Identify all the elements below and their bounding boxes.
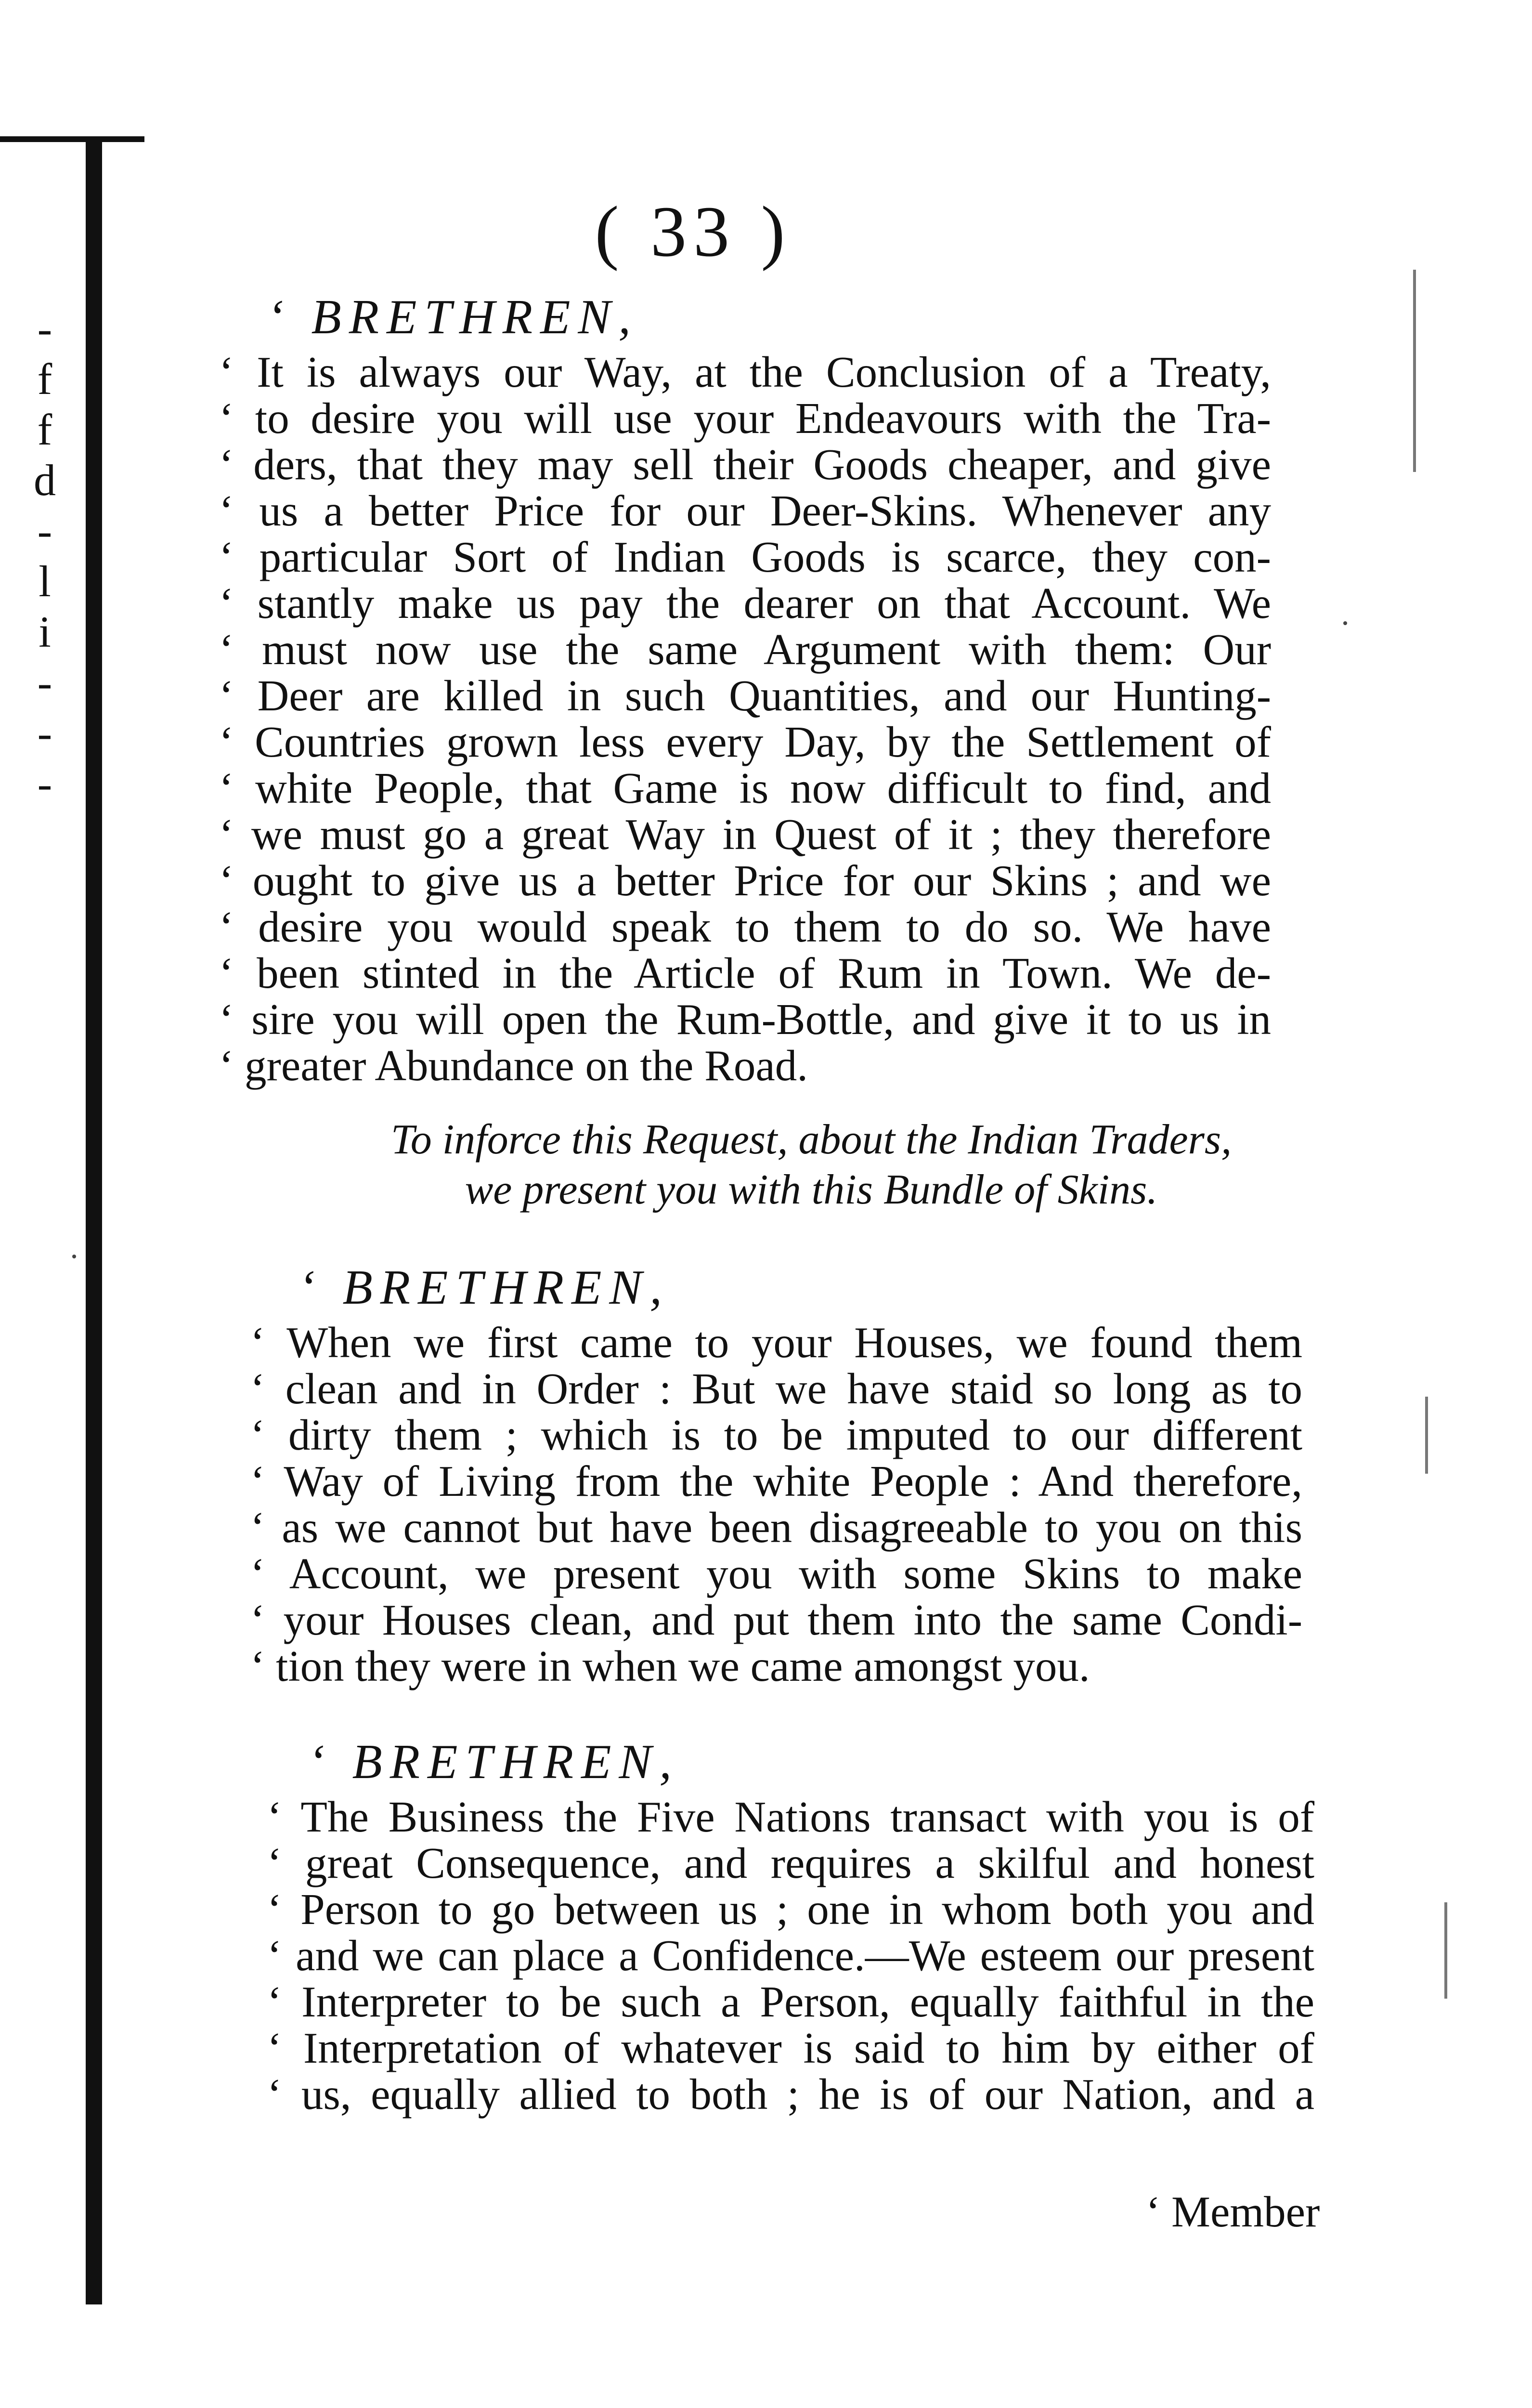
gutter-letter: f: [37, 405, 52, 454]
ink-speck: [1343, 621, 1347, 625]
text-line: ‘ us a better Price for our Deer-Skins. Whenever any: [219, 486, 1271, 535]
gutter-letter: -: [37, 304, 52, 353]
gutter-letter: -: [37, 708, 52, 758]
gutter-letters: [18, 303, 71, 809]
text-line: ‘ Countries grown less every Day, by the Settlement of: [219, 718, 1271, 766]
catchword: ‘ Member: [1146, 2187, 1320, 2236]
binding-rule: [86, 137, 102, 2304]
gutter-letter: l: [39, 557, 51, 606]
text-line: ‘ ought to give us a better Price for our Skins ; and we: [219, 856, 1271, 905]
binding-edge: [0, 136, 144, 142]
paragraph: [250, 1320, 1302, 1689]
gutter-letter: -: [37, 506, 52, 555]
text-line: ‘ Way of Living from the white People : And therefore,: [250, 1457, 1302, 1505]
text-line: ‘ Account, we present you with some Skins to make: [250, 1549, 1302, 1598]
text-line: ‘ as we cannot but have been disagreeable to you on this: [250, 1503, 1302, 1552]
note-line: we present you with this Bundle of Skins.: [465, 1166, 1158, 1213]
text-line: ‘ great Consequence, and requires a skilful and honest: [267, 1839, 1314, 1887]
page-edge-mark: [1425, 1397, 1428, 1474]
text-line: ‘ clean and in Order : But we have staid so long as to: [250, 1364, 1302, 1413]
text-line: ‘ sire you will open the Rum-Bottle, and give it to us in: [219, 995, 1271, 1044]
note-line: To inforce this Request, about the Indian Traders,: [390, 1116, 1232, 1163]
text-line: ‘ Interpreter to be such a Person, equally faithful in the: [267, 1977, 1314, 2026]
text-line: ‘ to desire you will use your Endeavours with the Tra-: [219, 394, 1271, 443]
text-line: ‘ Interpretation of whatever is said to him by either of: [267, 2024, 1314, 2072]
ink-speck: [72, 1255, 76, 1258]
text-line: ‘ tion they were in when we came amongst you.: [250, 1642, 1090, 1690]
text-line: ‘ greater Abundance on the Road.: [219, 1041, 808, 1090]
gutter-letter: d: [34, 456, 56, 505]
italic-note: [299, 1115, 1324, 1215]
text-line: ‘ white People, that Game is now difficult to find, and: [219, 764, 1271, 812]
paragraph: [267, 1794, 1314, 2118]
text-line: ‘ particular Sort of Indian Goods is scarce, they con-: [219, 533, 1271, 581]
section-heading: ‘ BRETHREN,: [267, 290, 638, 344]
text-line: ‘ The Business the Five Nations transact with you is of: [267, 1793, 1314, 1841]
text-line: ‘ and we can place a Confidence.—We esteem our present: [267, 1931, 1314, 1980]
text-line: ‘ Person to go between us ; one in whom both you and: [267, 1885, 1314, 1934]
section-heading: ‘ BRETHREN,: [299, 1260, 670, 1315]
text-line: ‘ Deer are killed in such Quantities, and our Hunting-: [219, 671, 1271, 720]
gutter-letter: i: [39, 607, 51, 656]
page-edge-mark: [1413, 270, 1416, 472]
gutter-letter: -: [37, 658, 52, 707]
text-line: ‘ stantly make us pay the dearer on that Account. We: [219, 579, 1271, 628]
page-edge-mark: [1444, 1902, 1447, 1999]
text-line: ‘ been stinted in the Article of Rum in Town. We de-: [219, 949, 1271, 997]
text-line: ‘ must now use the same Argument with them: Our: [219, 625, 1271, 674]
paragraph: [219, 349, 1271, 1089]
text-line: ‘ desire you would speak to them to do so. We have: [219, 903, 1271, 951]
text-line: ‘ we must go a great Way in Quest of it ; they therefore: [219, 810, 1271, 859]
gutter-letter: -: [37, 759, 52, 808]
text-line: ‘ us, equally allied to both ; he is of our Nation, and a: [267, 2070, 1314, 2119]
text-line: ‘ When we first came to your Houses, we found them: [250, 1318, 1302, 1367]
text-line: ‘ ders, that they may sell their Goods cheaper, and give: [219, 440, 1271, 489]
text-line: ‘ your Houses clean, and put them into the same Condi-: [250, 1596, 1302, 1644]
page-number: ( 33 ): [595, 192, 792, 272]
section-heading: ‘ BRETHREN,: [308, 1735, 679, 1789]
text-line: ‘ dirty them ; which is to be imputed to our different: [250, 1411, 1302, 1459]
text-line: ‘ It is always our Way, at the Conclusion of a Treaty,: [219, 348, 1271, 396]
gutter-letter: f: [37, 354, 52, 404]
